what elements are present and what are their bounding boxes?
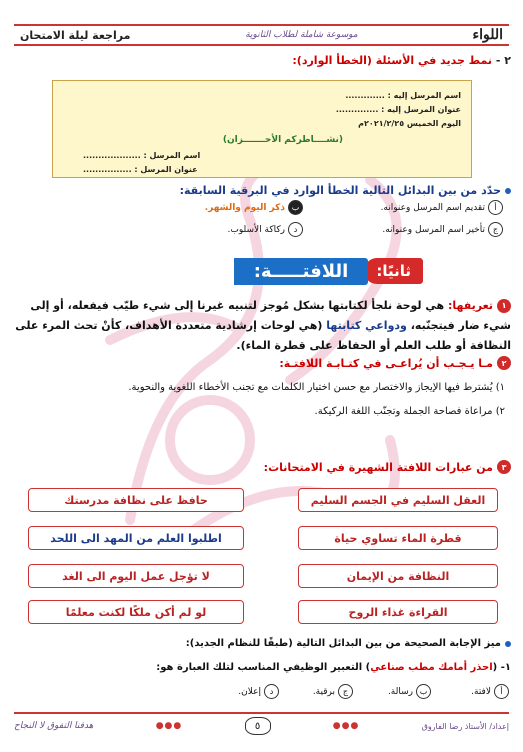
option-letter: ب (416, 684, 431, 699)
requirements-title (279, 356, 511, 370)
option-text-correct: ذكر اليوم والشهر. (204, 202, 285, 213)
choose-instruction (186, 638, 511, 649)
option-text: ركاكة الأسلوب. (227, 224, 285, 235)
bullet-icon (505, 188, 511, 194)
choose-label: ميز الإجابة الصحيحة من بين البدائل التالية (طبقًا للنظام الجديد): (185, 638, 501, 649)
question-number: ١- (500, 662, 511, 673)
slogan-box: النظافة من الإيمان (298, 564, 498, 588)
item-number-badge: ٢ (497, 356, 511, 370)
instruction-label: حدّد من بين البدائل التالية الخطأ الوارد في البرقية السابقة: (179, 184, 501, 197)
definition-paragraph (11, 296, 511, 356)
option-letter: أ (494, 684, 509, 699)
header-motto: موسوعة شاملة لطلاب الثانوية (245, 30, 358, 40)
question-number: ٢ - (495, 54, 511, 67)
option-text: برقية. (312, 686, 335, 697)
option-letter: ج (338, 684, 353, 699)
option-d[interactable] (238, 684, 279, 699)
question-1: ١- (احذر أمامك مطب صناعي) التعبير الوظيفي المناسب لتلك العبارة هو: (156, 662, 511, 673)
slogan-box: القراءة غذاء الروح (298, 600, 498, 624)
slogan-box: حافظ على نظافة مدرستك (28, 488, 244, 512)
reasons-label: ودواعي كتابتها (326, 319, 411, 332)
option-b[interactable] (205, 200, 303, 215)
definition-label: تعريفها: (447, 299, 493, 312)
page-header (14, 24, 509, 46)
bullet-icon (505, 641, 511, 647)
slogan-box: لا تؤجل عمل اليوم الى الغد (28, 564, 244, 588)
section-title-bar: اللافتـــــة: (234, 258, 369, 285)
definition-text: هي لوحة نلجأ لكتابتها بشكل مُوجز لتنبيه غيرنا إلى شيء طيّب فيفعله، أو إلى شيء ضار فيتجنّبه، (30, 299, 511, 332)
slogans-title (264, 460, 511, 474)
telegram-box (52, 80, 472, 178)
telegram-date: اليوم الخميس ٢٠٢١/٢/٢٥م (358, 119, 461, 128)
option-letter: أ (488, 200, 503, 215)
brand-title: اللواء (472, 27, 503, 43)
header-review-label: مراجعة ليلة الامتحان (20, 28, 131, 42)
option-text: تقديم اسم المرسل وعنوانه. (380, 202, 485, 213)
question-text: التعبير الوظيفي المناسب لتلك العبارة هو: (156, 662, 363, 673)
option-c[interactable] (382, 222, 503, 237)
option-letter: د (264, 684, 279, 699)
option-letter: ج (488, 222, 503, 237)
option-text: تأخير اسم المرسل وعنوانه. (382, 224, 485, 235)
question-phrase: احذر أمامك مطب صناعي (370, 662, 493, 673)
page-number: ٥ (245, 717, 271, 735)
question-type-title (292, 54, 511, 67)
footer-credit: إعداد/ الأستاذ رضا الفاروق (421, 721, 509, 731)
slogans-grid (28, 488, 498, 624)
option-text: رسالة. (387, 686, 413, 697)
slogan-box: العقل السليم في الجسم السليم (298, 488, 498, 512)
footer-slogan: هدفنا التفوق لا النجاح (14, 721, 94, 731)
rule-item: ١) يُشترط فيها الإيجاز والاختصار مع حسن اختيار الكلمات مع تجنب الأخطاء اللغوية والنحوية. (128, 382, 505, 393)
question-type-label: نمط جديد في الأسئلة (الخطأ الوارد): (292, 54, 493, 67)
requirements-label: مـا يـجـب أن يُراعـى في كتـابـة اللافتـة: (279, 356, 493, 370)
option-b[interactable] (388, 684, 431, 699)
option-d[interactable] (228, 222, 303, 237)
slogan-box: قطرة الماء تساوي حياة (298, 526, 498, 550)
option-text: إعلان. (238, 686, 261, 697)
answer-options (103, 200, 503, 240)
option-a[interactable] (471, 684, 509, 699)
item-number-badge: ١ (497, 299, 511, 313)
footer-dots-icon: ●●● (332, 721, 360, 731)
footer-dots-icon: ●●● (155, 721, 183, 731)
option-letter: ب (288, 200, 303, 215)
reasons-text: (هي لوحات إرشادية متعددة الأهداف، كأنْ تحث المرء على النظافة أو طلب العلم أو الحفاظ على قطرة الماء). (15, 319, 511, 352)
section-title (234, 254, 423, 288)
slogan-box: لو لم أكن ملكًا لكنت معلمًا (28, 600, 244, 624)
rule-item: ٢) مراعاة فصاحة الجملة وتجنّب اللغة الركيكة. (314, 406, 505, 417)
question-1-options (209, 684, 509, 704)
option-letter: د (288, 222, 303, 237)
recipient-address: عنوان المرسل إليه : .............. (335, 105, 461, 114)
slogan-box: اطلبوا العلم من المهد الى اللحد (28, 526, 244, 550)
section-number-badge: ثانيًا: (364, 258, 423, 284)
item-number-badge: ٣ (497, 460, 511, 474)
option-c[interactable] (313, 684, 353, 699)
slogans-label: من عبارات اللافتة الشهيرة في الامتحانات: (263, 460, 493, 474)
option-a[interactable] (381, 200, 503, 215)
telegram-body: (نشــــاطركم الأحـــــــزان) (222, 135, 343, 145)
instruction-text (180, 184, 511, 197)
sender-name: اسم المرسل : ................... (83, 151, 201, 160)
option-text: لافتة. (471, 686, 491, 697)
page-footer (14, 712, 509, 738)
recipient-name: اسم المرسل إليه : ............. (345, 91, 461, 100)
sender-address: عنوان المرسل : ................ (83, 165, 198, 174)
